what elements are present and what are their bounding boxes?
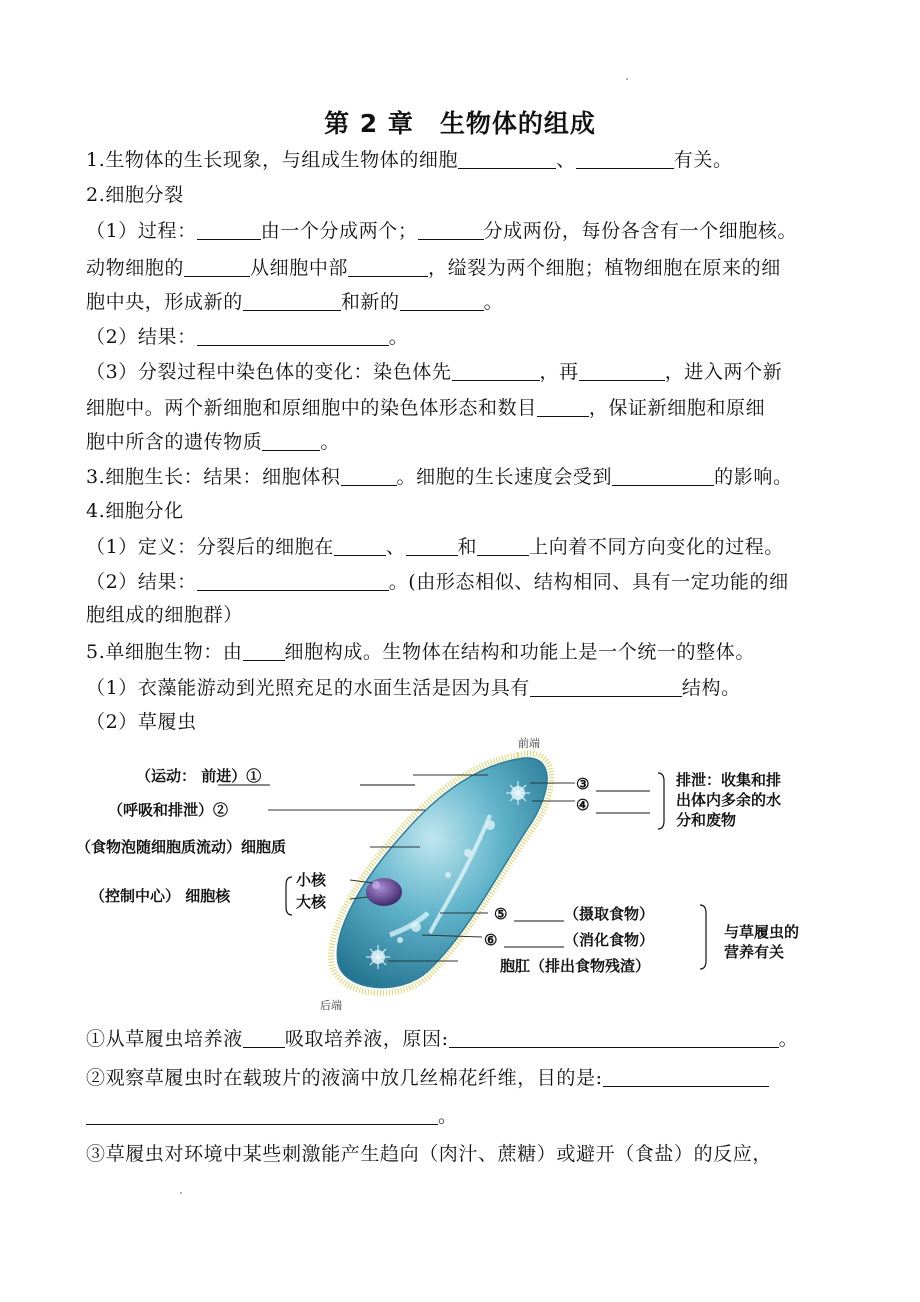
answer-blank[interactable]	[576, 150, 674, 169]
question-4-heading: 4.细胞分化	[86, 500, 184, 522]
question-4-result: （2）结果： 。(由形态相似、结构相同、具有一定功能的细	[86, 571, 789, 593]
label-nutrition-2: 营养有关	[724, 943, 785, 961]
label-digest: （消化食物）	[564, 931, 655, 949]
label-front: 前端	[518, 737, 540, 750]
answer-blank[interactable]	[86, 1106, 438, 1125]
question-5-chlamydomonas: （1）衣藻能游动到光照充足的水面生活是因为具有 结构。	[86, 677, 741, 699]
answer-blank[interactable]	[530, 678, 682, 697]
item-2-cont: 。	[86, 1104, 856, 1128]
question-1: 1.生物体的生长现象，与组成生物体的细胞 、 有关。	[86, 149, 733, 171]
food-vacuole	[464, 849, 472, 857]
excrete-brace	[658, 773, 664, 829]
answer-blank[interactable]	[184, 258, 250, 277]
item-3: ③草履虫对环境中某些刺激能产生趋向（肉汁、蔗糖）或避开（食盐）的反应，	[86, 1143, 773, 1165]
question-2-plant: 胞中央，形成新的 和新的 。	[86, 291, 504, 313]
answer-blank[interactable]	[537, 398, 589, 417]
answer-blank[interactable]	[341, 467, 397, 486]
question-5-heading: 5.单细胞生物：由 细胞构成。生物体在结构和功能上是一个统一的整体。	[86, 641, 755, 663]
label-anus: 胞肛（排出食物残渣）	[500, 957, 651, 975]
answer-blank[interactable]	[348, 258, 428, 277]
question-2-chromosome-2: 细胞中。两个新细胞和原细胞中的染色体形态和数目 ，保证新细胞和原细	[86, 397, 766, 419]
answer-blank[interactable]	[449, 1029, 779, 1048]
label-back: 后端	[320, 999, 342, 1012]
label-6: ⑥	[484, 931, 498, 949]
answer-blank[interactable]	[197, 221, 261, 240]
answer-blank[interactable]	[579, 362, 665, 381]
item-1: ①从草履虫培养液 吸取培养液，原因: 。	[86, 1028, 799, 1050]
answer-blank[interactable]	[612, 467, 714, 486]
scan-speck	[626, 78, 628, 80]
label-4: ④	[576, 796, 590, 814]
answer-blank[interactable]	[603, 1068, 769, 1087]
question-4-definition: （1）定义：分裂后的细胞在 、 和 上向着不同方向变化的过程。	[86, 536, 784, 558]
micronucleus	[372, 881, 380, 889]
label-nucleus: （控制中心） 细胞核	[90, 887, 231, 905]
answer-blank[interactable]	[458, 150, 556, 169]
label-ingest: （摄取食物）	[564, 905, 655, 923]
scan-speck	[180, 1192, 182, 1194]
answer-blank[interactable]	[452, 362, 540, 381]
item-2: ②观察草履虫时在载玻片的液滴中放几丝棉花纤维，目的是:	[86, 1066, 856, 1090]
question-2-result: （2）结果： 。	[86, 326, 409, 348]
question-2-process: （1）过程： 由一个分成两个； 分成两份，每份各含有一个细胞核。	[86, 220, 798, 242]
label-3: ③	[576, 775, 590, 793]
answer-blank[interactable]	[400, 292, 484, 311]
label-breath: （呼吸和排泄）②	[108, 801, 229, 819]
paramecium-diagram	[70, 735, 860, 1020]
answer-blank[interactable]	[418, 221, 484, 240]
label-macronucleus: 大核	[296, 893, 327, 911]
page-title: 第 2 章 生物体的组成	[324, 109, 596, 138]
food-vacuole	[445, 872, 451, 878]
answer-blank[interactable]	[197, 327, 389, 346]
answer-blank[interactable]	[243, 642, 285, 661]
label-micronucleus: 小核	[296, 871, 327, 889]
label-motion: （运动： 前进）①	[136, 767, 262, 785]
question-2-chromosome-3: 胞中所含的遗传物质 。	[86, 431, 341, 453]
macronucleus	[366, 878, 402, 906]
nutrition-brace	[700, 905, 706, 969]
answer-blank[interactable]	[243, 292, 341, 311]
question-2-heading: 2.细胞分裂	[86, 184, 184, 206]
question-4-result-2: 胞组成的细胞群）	[86, 604, 243, 626]
label-nutrition-1: 与草履虫的	[724, 923, 800, 941]
question-2-animal: 动物细胞的 从细胞中部 ，缢裂为两个细胞；植物细胞在原来的细	[86, 257, 781, 279]
answer-blank[interactable]	[243, 1029, 285, 1048]
label-excrete-1: 排泄：收集和排	[676, 771, 782, 789]
answer-blank[interactable]	[262, 432, 320, 451]
food-vacuole	[397, 937, 403, 943]
label-excrete-2: 出体内多余的水	[676, 791, 782, 809]
answer-blank[interactable]	[406, 537, 458, 556]
question-3: 3.细胞生长：结果：细胞体积 。细胞的生长速度会受到 的影响。	[86, 466, 793, 488]
answer-blank[interactable]	[334, 537, 386, 556]
question-2-chromosome: （3）分裂过程中染色体的变化：染色体先 ，再 ，进入两个新	[86, 361, 783, 383]
label-cytoplasm: （食物泡随细胞质流动）细胞质	[76, 838, 287, 856]
label-5: ⑤	[494, 905, 508, 923]
food-vacuole	[485, 820, 495, 830]
nucleus-brace	[286, 877, 292, 915]
answer-blank[interactable]	[197, 572, 389, 591]
question-5-paramecium: （2）草履虫	[86, 711, 197, 733]
label-excrete-3: 分和废物	[676, 811, 737, 829]
answer-blank[interactable]	[477, 537, 529, 556]
